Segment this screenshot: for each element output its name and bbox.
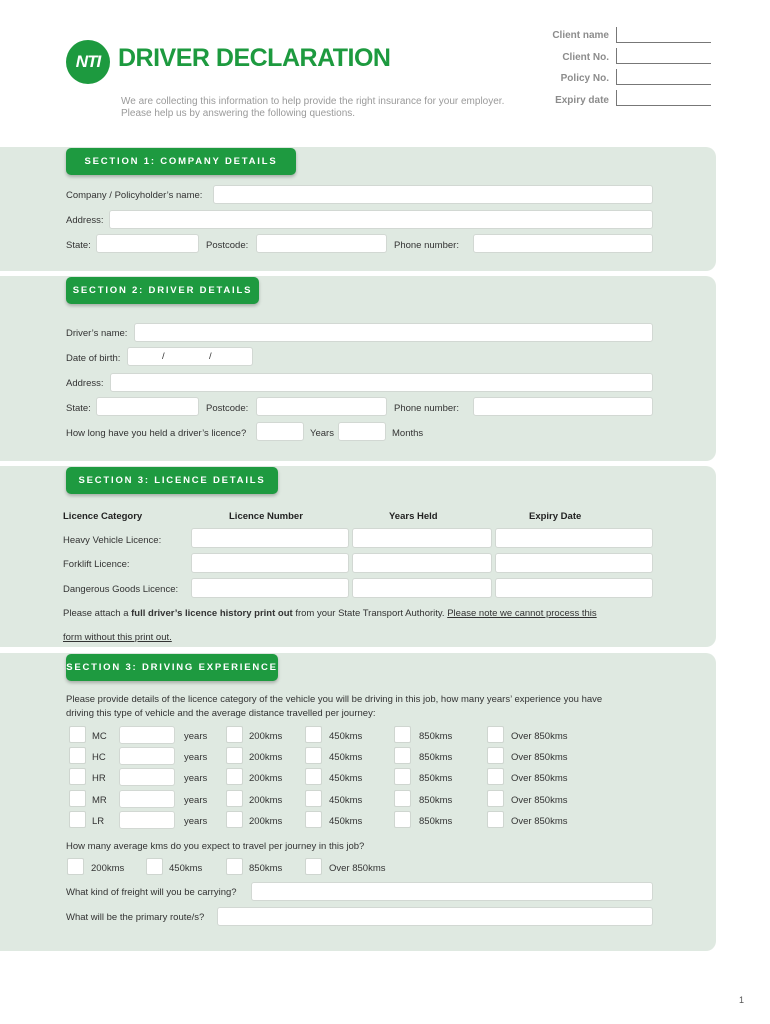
lr-distance-2-label: 850kms	[419, 816, 453, 827]
freight-label: What kind of freight will you be carrying?	[66, 887, 237, 898]
avg-450-label: 450kms	[169, 863, 203, 874]
mr-distance-0-checkbox[interactable]	[226, 790, 243, 807]
experience-intro-line1: Please provide details of the licence category of the vehicle you will be driving in this job, how many years’ experience you have	[66, 694, 603, 705]
hc-distance-2-label: 850kms	[419, 752, 453, 763]
hr-distance-3-label: Over 850kms	[511, 773, 568, 784]
hr-distance-0-label: 200kms	[249, 773, 283, 784]
driver-postcode-input[interactable]	[256, 397, 387, 416]
mr-years-input[interactable]	[119, 790, 175, 808]
driver-phone-label: Phone number:	[394, 403, 459, 414]
policy-no-field[interactable]	[616, 69, 711, 85]
client-name-label: Client name	[552, 30, 609, 41]
mr-checkbox[interactable]	[69, 790, 86, 807]
lr-checkbox[interactable]	[69, 811, 86, 828]
mc-distance-2-checkbox[interactable]	[394, 726, 411, 743]
company-phone-label: Phone number:	[394, 240, 459, 251]
mr-distance-2-checkbox[interactable]	[394, 790, 411, 807]
mc-distance-0-label: 200kms	[249, 731, 283, 742]
freight-input[interactable]	[251, 882, 653, 901]
avg-450-checkbox[interactable]	[146, 858, 163, 875]
section3-title: SECTION 3: LICENCE DETAILS	[66, 467, 278, 494]
hr-distance-2-label: 850kms	[419, 773, 453, 784]
mc-years-label: years	[184, 731, 208, 742]
licence-years-input[interactable]	[256, 422, 304, 441]
licence-history-note-line2: form without this print out.	[63, 632, 172, 643]
driver-phone-input[interactable]	[473, 397, 653, 416]
driver-name-label: Driver’s name:	[66, 328, 128, 339]
mr-distance-2-label: 850kms	[419, 795, 453, 806]
licence-history-note: Please attach a full driver’s licence history print out from your State Transport Authority. Please note we cannot process this	[63, 608, 597, 619]
mr-years-label: years	[184, 795, 208, 806]
hc-distance-2-checkbox[interactable]	[394, 747, 411, 764]
hc-years-label: years	[184, 752, 208, 763]
mc-distance-1-label: 450kms	[329, 731, 363, 742]
hc-years-input[interactable]	[119, 747, 175, 765]
mc-label: MC	[92, 731, 107, 742]
hr-years-label: years	[184, 773, 208, 784]
company-state-label: State:	[66, 240, 91, 251]
policy-no-label: Policy No.	[560, 73, 609, 84]
forklift-expiry-input[interactable]	[495, 553, 653, 573]
hr-distance-1-label: 450kms	[329, 773, 363, 784]
forklift-label: Forklift Licence:	[63, 559, 130, 570]
company-name-input[interactable]	[213, 185, 653, 204]
route-label: What will be the primary route/s?	[66, 912, 205, 923]
mr-distance-1-checkbox[interactable]	[305, 790, 322, 807]
expiry-date-field[interactable]	[616, 90, 711, 106]
mc-distance-3-checkbox[interactable]	[487, 726, 504, 743]
company-postcode-input[interactable]	[256, 234, 387, 253]
mc-distance-3-label: Over 850kms	[511, 731, 568, 742]
hc-distance-0-label: 200kms	[249, 752, 283, 763]
dangerous-goods-expiry-input[interactable]	[495, 578, 653, 598]
driver-name-input[interactable]	[134, 323, 653, 342]
lr-years-label: years	[184, 816, 208, 827]
lr-distance-1-label: 450kms	[329, 816, 363, 827]
section2-title: SECTION 2: DRIVER DETAILS	[66, 277, 259, 304]
lr-distance-3-label: Over 850kms	[511, 816, 568, 827]
heavy-vehicle-label: Heavy Vehicle Licence:	[63, 535, 162, 546]
hr-label: HR	[92, 773, 106, 784]
client-name-field[interactable]	[616, 27, 711, 43]
dangerous-goods-number-input[interactable]	[191, 578, 349, 598]
driver-postcode-label: Postcode:	[206, 403, 249, 414]
dangerous-goods-years-input[interactable]	[352, 578, 492, 598]
licence-months-label: Months	[392, 428, 424, 439]
mr-distance-1-label: 450kms	[329, 795, 363, 806]
heavy-vehicle-expiry-input[interactable]	[495, 528, 653, 548]
avg-200-checkbox[interactable]	[67, 858, 84, 875]
hr-years-input[interactable]	[119, 768, 175, 786]
mc-distance-0-checkbox[interactable]	[226, 726, 243, 743]
lr-distance-0-label: 200kms	[249, 816, 283, 827]
avg-850-checkbox[interactable]	[226, 858, 243, 875]
hc-distance-3-label: Over 850kms	[511, 752, 568, 763]
driver-state-input[interactable]	[96, 397, 199, 416]
client-no-field[interactable]	[616, 48, 711, 64]
dob-separator-2: /	[209, 351, 212, 362]
avg-km-question: How many average kms do you expect to travel per journey in this job?	[66, 841, 365, 852]
lr-years-input[interactable]	[119, 811, 175, 829]
section4-title: SECTION 3: DRIVING EXPERIENCE	[66, 654, 278, 681]
hr-distance-1-checkbox[interactable]	[305, 768, 322, 785]
hr-distance-0-checkbox[interactable]	[226, 768, 243, 785]
experience-intro-line2: driving this type of vehicle and the average distance travelled per journey:	[66, 708, 376, 719]
lr-distance-3-checkbox[interactable]	[487, 811, 504, 828]
lr-label: LR	[92, 816, 105, 827]
company-postcode-label: Postcode:	[206, 240, 249, 251]
forklift-years-input[interactable]	[352, 553, 492, 573]
section1-title: SECTION 1: COMPANY DETAILS	[66, 148, 296, 175]
dob-label: Date of birth:	[66, 353, 121, 364]
intro-text-line1: We are collecting this information to help provide the right insurance for your employer.	[121, 96, 505, 107]
lr-distance-0-checkbox[interactable]	[226, 811, 243, 828]
avg-over850-checkbox[interactable]	[305, 858, 322, 875]
hc-distance-1-label: 450kms	[329, 752, 363, 763]
hc-label: HC	[92, 752, 106, 763]
mc-distance-1-checkbox[interactable]	[305, 726, 322, 743]
expiry-date-label: Expiry date	[555, 95, 609, 106]
page-number: 1	[739, 995, 745, 1005]
col-years-held: Years Held	[389, 511, 438, 522]
mr-label: MR	[92, 795, 107, 806]
avg-over850-label: Over 850kms	[329, 863, 386, 874]
route-input[interactable]	[217, 907, 653, 926]
mc-distance-2-label: 850kms	[419, 731, 453, 742]
client-no-label: Client No.	[562, 52, 609, 63]
hc-checkbox[interactable]	[69, 747, 86, 764]
driver-address-label: Address:	[66, 378, 104, 389]
hc-distance-3-checkbox[interactable]	[487, 747, 504, 764]
driver-state-label: State:	[66, 403, 91, 414]
heavy-vehicle-number-input[interactable]	[191, 528, 349, 548]
nti-logo: NTI	[66, 40, 110, 84]
hr-checkbox[interactable]	[69, 768, 86, 785]
driver-address-input[interactable]	[110, 373, 653, 392]
avg-850-label: 850kms	[249, 863, 283, 874]
col-licence-number: Licence Number	[229, 511, 303, 522]
company-name-label: Company / Policyholder’s name:	[66, 190, 203, 201]
licence-years-label: Years	[310, 428, 334, 439]
company-phone-input[interactable]	[473, 234, 653, 253]
hr-distance-3-checkbox[interactable]	[487, 768, 504, 785]
company-state-input[interactable]	[96, 234, 199, 253]
licence-held-label: How long have you held a driver’s licence?	[66, 428, 247, 439]
page-title: DRIVER DECLARATION	[118, 44, 391, 72]
mr-distance-3-checkbox[interactable]	[487, 790, 504, 807]
licence-months-input[interactable]	[338, 422, 386, 441]
intro-text-line2: Please help us by answering the following questions.	[121, 108, 356, 119]
company-address-label: Address:	[66, 215, 104, 226]
mr-distance-3-label: Over 850kms	[511, 795, 568, 806]
mc-checkbox[interactable]	[69, 726, 86, 743]
dob-input[interactable]	[127, 347, 253, 366]
dob-separator-1: /	[162, 351, 165, 362]
mc-years-input[interactable]	[119, 726, 175, 744]
lr-distance-2-checkbox[interactable]	[394, 811, 411, 828]
heavy-vehicle-years-input[interactable]	[352, 528, 492, 548]
forklift-number-input[interactable]	[191, 553, 349, 573]
hr-distance-2-checkbox[interactable]	[394, 768, 411, 785]
col-licence-category: Licence Category	[63, 511, 143, 522]
col-expiry-date: Expiry Date	[529, 511, 582, 522]
dangerous-goods-label: Dangerous Goods Licence:	[63, 584, 179, 595]
lr-distance-1-checkbox[interactable]	[305, 811, 322, 828]
hc-distance-1-checkbox[interactable]	[305, 747, 322, 764]
hc-distance-0-checkbox[interactable]	[226, 747, 243, 764]
avg-200-label: 200kms	[91, 863, 125, 874]
company-address-input[interactable]	[109, 210, 653, 229]
mr-distance-0-label: 200kms	[249, 795, 283, 806]
